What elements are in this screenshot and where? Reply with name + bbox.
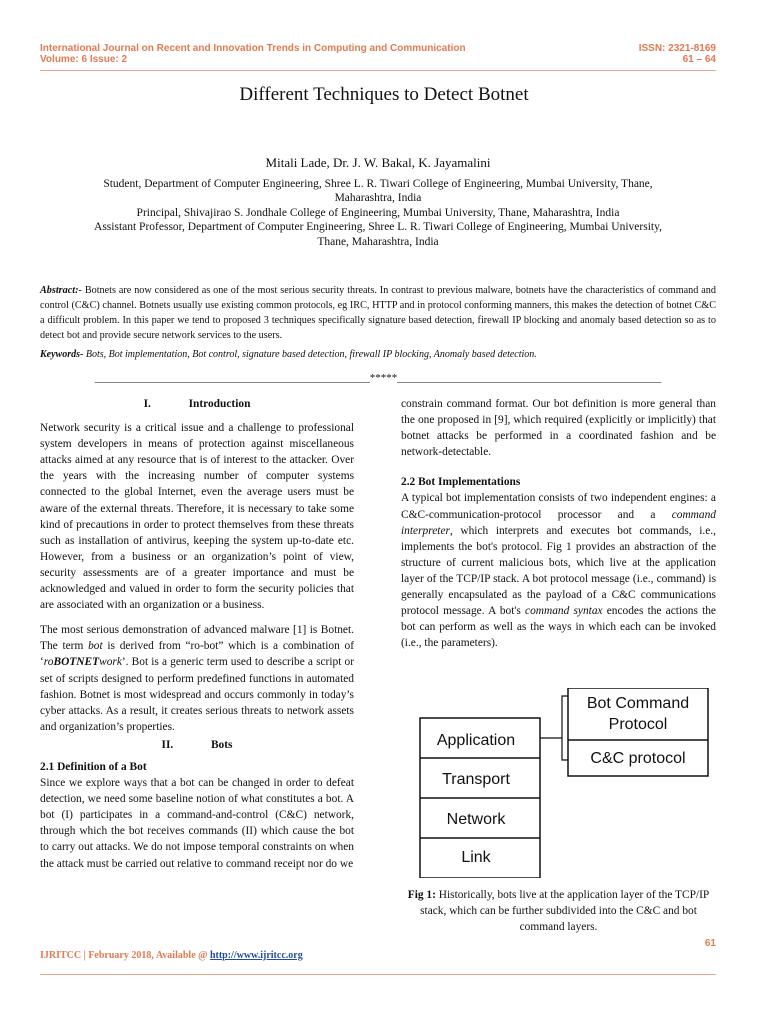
- text-run: A typical bot implementation consists of two independent engines: a C&C-communication-protocol processor and a: [401, 492, 716, 521]
- paper-title: Different Techniques to Detect Botnet: [239, 84, 529, 105]
- definition-continued: constrain command format. Our bot definition is more general than the one proposed in [9], which required (explicitly or implicitly) that botnet attacks be performed in a coordinated fashion and be network-detectable.: [401, 398, 716, 459]
- affiliation-line: Assistant Professor, Department of Computer Engineering, Shree L. R. Tiwari College of Engineering, Mumbai University,: [94, 221, 662, 233]
- volume-issue: Volume: 6 Issue: 2: [40, 54, 128, 65]
- layer-link: Link: [461, 849, 491, 866]
- caption-text: Historically, bots live at the application layer of the TCP/IP stack, which can be further subdivided into the C&C and bot command layers.: [420, 889, 710, 934]
- bot-command-protocol-line2: Protocol: [608, 716, 668, 733]
- section-separator: __________________________________________________*****________________________________________________: [94, 372, 662, 384]
- bot-command-protocol-line1: Bot Command: [586, 695, 690, 712]
- subsection-heading-implementations: 2.2 Bot Implementations: [401, 476, 521, 489]
- layer-application: Application: [436, 732, 516, 749]
- text-run: ’. Bot is a generic term used to describe a script or set of scripts designed to perform predefined functions in automated fashion. Botnet is most widespread and occurs commonly in today’s cyber attacks. As a result, it creates serious threats to network assets and organization’s properties.: [40, 656, 354, 733]
- right-column: [401, 396, 716, 651]
- caption-label: Fig 1:: [407, 889, 436, 901]
- footer: [40, 950, 303, 961]
- figure-caption: [401, 887, 716, 935]
- left-column: [40, 396, 354, 872]
- keywords: [40, 349, 716, 360]
- affiliation-line: Maharashtra, India: [334, 192, 422, 204]
- cc-protocol-label: C&C protocol: [590, 750, 686, 767]
- section-title: Introduction: [188, 398, 251, 410]
- text-run: work: [99, 656, 122, 669]
- footer-rule: [40, 974, 716, 975]
- abstract: [40, 283, 716, 343]
- intro-paragraph-2: [40, 622, 354, 735]
- footer-link[interactable]: http://www.ijritcc.org: [209, 950, 303, 961]
- section-heading-introduction: [40, 396, 354, 412]
- footer-text: IJRITCC | February 2018, Available @: [40, 950, 210, 961]
- section-heading-bots: [40, 737, 354, 753]
- implementations-paragraph: [401, 490, 716, 651]
- layer-network: Network: [446, 811, 506, 828]
- authors: Mitali Lade, Dr. J. W. Bakal, K. Jayamalini: [265, 155, 491, 170]
- section-number: I.: [143, 398, 151, 410]
- layer-transport: Transport: [442, 771, 510, 788]
- text-run: encodes the actions the bot can perform as well as the ways in which each can be invoked (i.e., the parameters).: [401, 605, 716, 650]
- keywords-label: Keywords-: [40, 349, 84, 360]
- text-run: , which interprets and executes bot commands, i.e., implements the bot's protocol. Fig 1 provides an abstraction of the structure of current malicious bots, which live at the application layer of the TCP/IP stack. A bot protocol message (i.e., command) is generally encapsulated as the payload of a C&C communications protocol message. A bot's: [401, 524, 716, 618]
- text-run: bot: [88, 640, 103, 653]
- text-run: is derived from “ro-bot” which is a combination of ‘: [40, 640, 354, 669]
- affiliation-line: Thane, Maharashtra, India: [317, 236, 439, 248]
- issn: ISSN: 2321-8169: [638, 43, 716, 54]
- brace-connector: [540, 696, 568, 760]
- abstract-text: Botnets are now considered as one of the most serious security threats. In contrast to previous malware, botnets have the characteristics of command and control (C&C) channel. Botnets usually use existing common protocols, eg IRC, HTTP and in protocol conforming manners, this makes the detection of botnet C&C a difficult problem. In this paper we tend to proposed 3 techniques specifically signature based detection, firewall IP blocking and anomaly based detection so as to detect bot and provide secure network services to the users.: [40, 285, 716, 341]
- affiliation-line: Student, Department of Computer Engineering, Shree L. R. Tiwari College of Engineering, Mumbai University, Thane,: [103, 178, 653, 190]
- text-run: BOTNET: [53, 656, 100, 669]
- intro-paragraph-1: Network security is a critical issue and a challenge to professional system developers in means of protection against miscellaneous attacks aimed at any resource that is of interest to the attacker. Over the years with the increasing number of computer systems connected to the global Internet, even the average users must be aware of the external threats. Therefore, it is necessary to take some kind of precautions in order to protect themselves from these threats such as installation of antivirus, keeping the system up-to-date etc. However, from a business or an organization’s point of view, security assessments are of a greater importance and must be acknowledged and valued in order to form the security policies that are associated with an organization or a business.: [40, 422, 354, 612]
- text-run: The most serious demonstration of advanced malware [1] is Botnet. The term: [40, 624, 354, 653]
- affiliation-line: Principal, Shivajirao S. Jondhale College of Engineering, Mumbai University, Thane, Maharashtra, India: [136, 207, 620, 219]
- header-rule: [40, 70, 716, 71]
- figure-protocol-stack: [412, 688, 712, 878]
- text-run: ro: [43, 656, 54, 669]
- page-range: 61 – 64: [682, 54, 716, 65]
- section-number: II.: [161, 738, 174, 751]
- page-number: 61: [704, 938, 716, 949]
- text-run: command interpreter: [401, 508, 716, 537]
- abstract-label: Abstract:-: [40, 285, 82, 296]
- keywords-text: Bots, Bot implementation, Bot control, signature based detection, firewall IP blocking, Anomaly based detection.: [85, 349, 537, 360]
- section-title: Bots: [210, 738, 233, 751]
- definition-paragraph: Since we explore ways that a bot can be changed in order to defeat detection, we need some baseline notion of what constitutes a bot. A bot (I) participates in a command-and-control (C&C) network, through which the bot receives commands (II) which cause the bot to carry out attacks. We do not impose temporal constraints on when the attack must be carried out relative to command receipt nor do we: [40, 777, 354, 870]
- journal-name: International Journal on Recent and Innovation Trends in Computing and Communication: [40, 43, 466, 54]
- text-run: command syntax: [525, 605, 603, 618]
- subsection-heading-definition: 2.1 Definition of a Bot: [40, 760, 147, 773]
